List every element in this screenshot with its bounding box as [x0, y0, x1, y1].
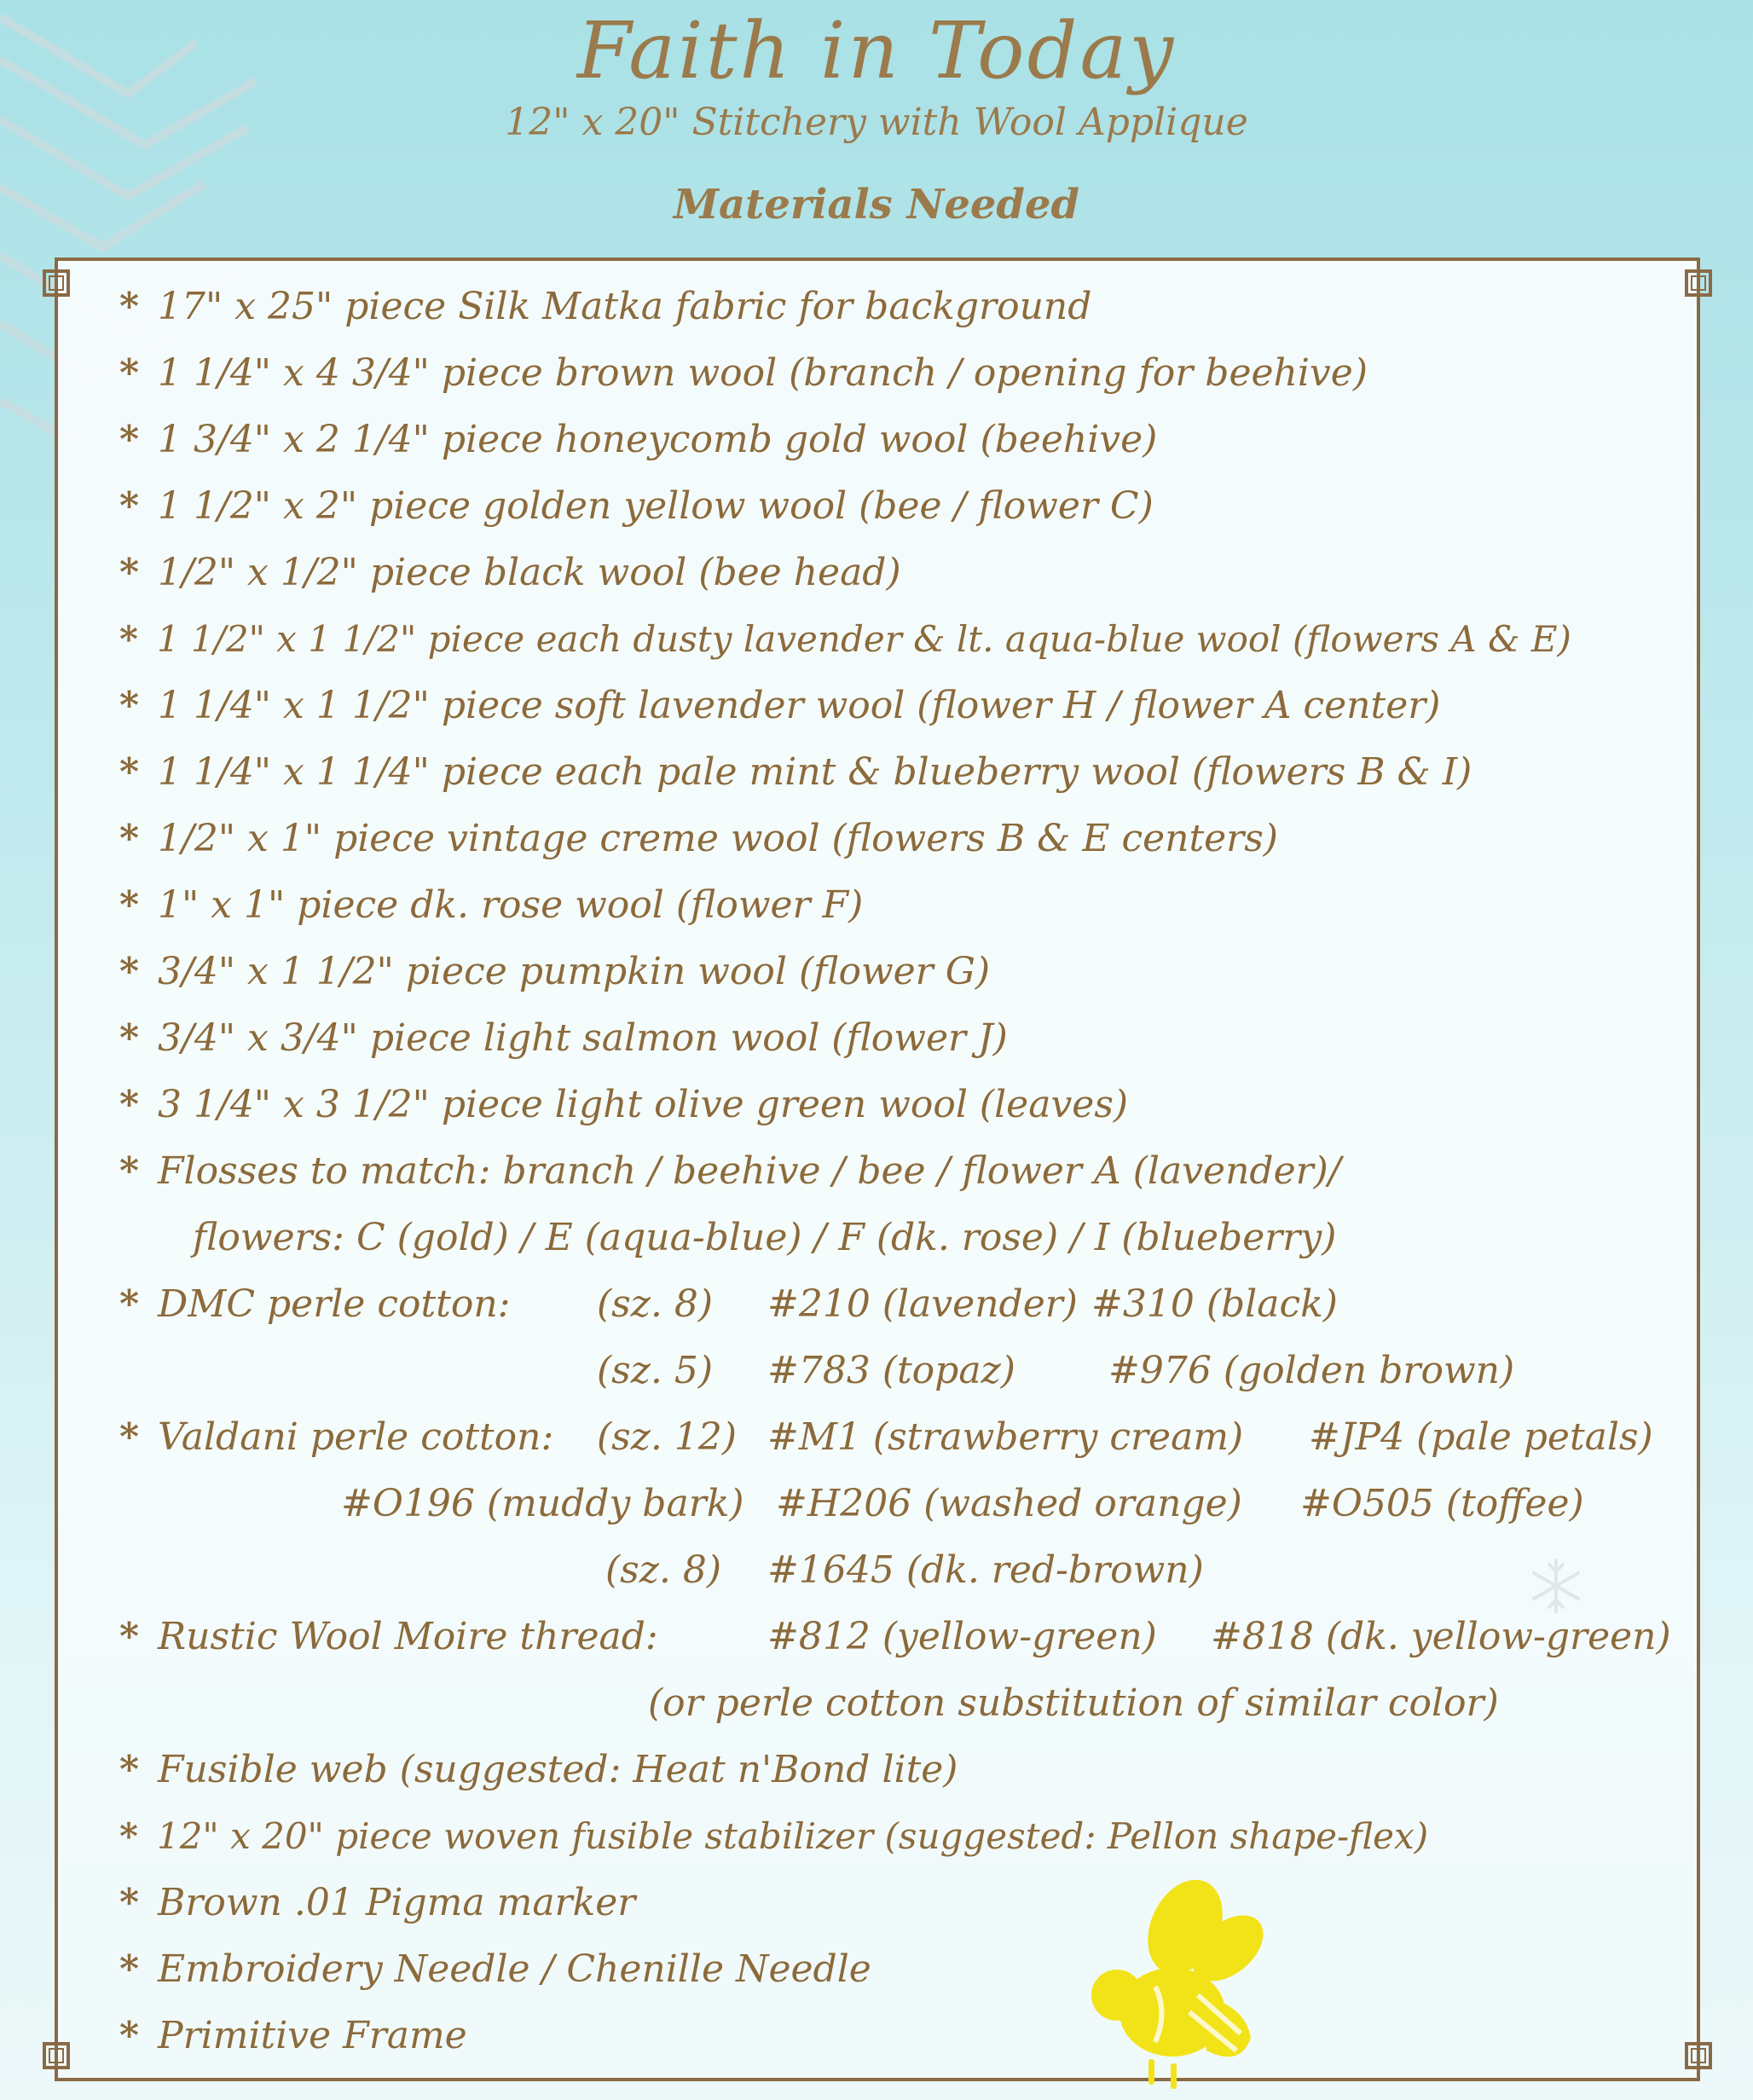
- list-item: * 12" x 20" piece woven fusible stabilizer (suggested: Pellon shape-flex): [119, 1815, 1429, 1857]
- thread-size: (sz. 5): [597, 1349, 714, 1392]
- list-item: * 1/2" x 1" piece vintage creme wool (flowers B & E centers): [119, 817, 1278, 860]
- list-item: * 1 1/4" x 1 1/4" piece each pale mint & blueberry wool (flowers B & I): [119, 750, 1472, 794]
- thread-size: (sz. 12): [597, 1415, 738, 1459]
- list-item-continued: flowers: C (gold) / E (aqua-blue) / F (dk. rose) / I (blueberry): [193, 1216, 1337, 1259]
- list-item: * 17" x 25" piece Silk Matka fabric for background: [119, 285, 1092, 328]
- thread-size: (sz. 8): [605, 1548, 722, 1592]
- list-item: * Rustic Wool Moire thread:: [119, 1615, 658, 1658]
- snowflake-icon: [1526, 1556, 1586, 1616]
- section-heading: Materials Needed: [673, 181, 1080, 229]
- list-item: * Flosses to match: branch / beehive / bee / flower A (lavender)/: [119, 1149, 1341, 1193]
- thread-color: #H206 (washed orange): [776, 1482, 1242, 1525]
- list-item: * Primitive Frame: [119, 2014, 467, 2057]
- thread-color: #976 (golden brown): [1108, 1349, 1515, 1392]
- thread-color: #812 (yellow-green): [767, 1615, 1157, 1658]
- list-item: * 3/4" x 1 1/2" piece pumpkin wool (flower G): [119, 950, 991, 993]
- list-item: * 1" x 1" piece dk. rose wool (flower F): [119, 883, 864, 927]
- thread-color: #783 (topaz): [767, 1349, 1015, 1392]
- thread-color: #JP4 (pale petals): [1309, 1415, 1653, 1459]
- list-item: * 1 1/4" x 4 3/4" piece brown wool (branch / opening for beehive): [119, 351, 1368, 395]
- thread-color: #210 (lavender): [767, 1282, 1078, 1326]
- list-item: * 1 1/4" x 1 1/2" piece soft lavender wool (flower H / flower A center): [119, 684, 1441, 727]
- list-item: * Valdani perle cotton:: [119, 1415, 554, 1459]
- list-item-continued: (or perle cotton substitution of similar color): [648, 1681, 1499, 1725]
- list-item: * 1 1/2" x 1 1/2" piece each dusty lavender & lt. aqua-blue wool (flowers A & E): [119, 618, 1571, 660]
- thread-color: #310 (black): [1091, 1282, 1338, 1326]
- list-item: * 3/4" x 3/4" piece light salmon wool (flower J): [119, 1016, 1008, 1060]
- list-item: * 1 1/2" x 2" piece golden yellow wool (bee / flower C): [119, 484, 1154, 528]
- thread-color: #M1 (strawberry cream): [767, 1415, 1244, 1459]
- list-item: * Embroidery Needle / Chenille Needle: [119, 1947, 871, 1991]
- list-item: * 3 1/4" x 3 1/2" piece light olive green wool (leaves): [119, 1083, 1129, 1126]
- page-title: Faith in Today: [576, 5, 1177, 96]
- list-item: * 1 3/4" x 2 1/4" piece honeycomb gold wool (beehive): [119, 418, 1158, 461]
- thread-color: #O196 (muddy bark): [341, 1482, 744, 1525]
- list-item: * Brown .01 Pigma marker: [119, 1881, 636, 1924]
- bee-icon: [1070, 1876, 1275, 2100]
- list-item: * Fusible web (suggested: Heat n'Bond lite): [119, 1748, 958, 1791]
- page-subtitle: 12" x 20" Stitchery with Wool Applique: [505, 101, 1248, 144]
- thread-color: #O505 (toffee): [1300, 1482, 1584, 1525]
- thread-size: (sz. 8): [597, 1282, 714, 1326]
- thread-color: #1645 (dk. red-brown): [767, 1548, 1204, 1592]
- list-item: * 1/2" x 1/2" piece black wool (bee head): [119, 551, 901, 594]
- list-item: * DMC perle cotton:: [119, 1282, 511, 1326]
- thread-color: #818 (dk. yellow-green): [1211, 1615, 1671, 1658]
